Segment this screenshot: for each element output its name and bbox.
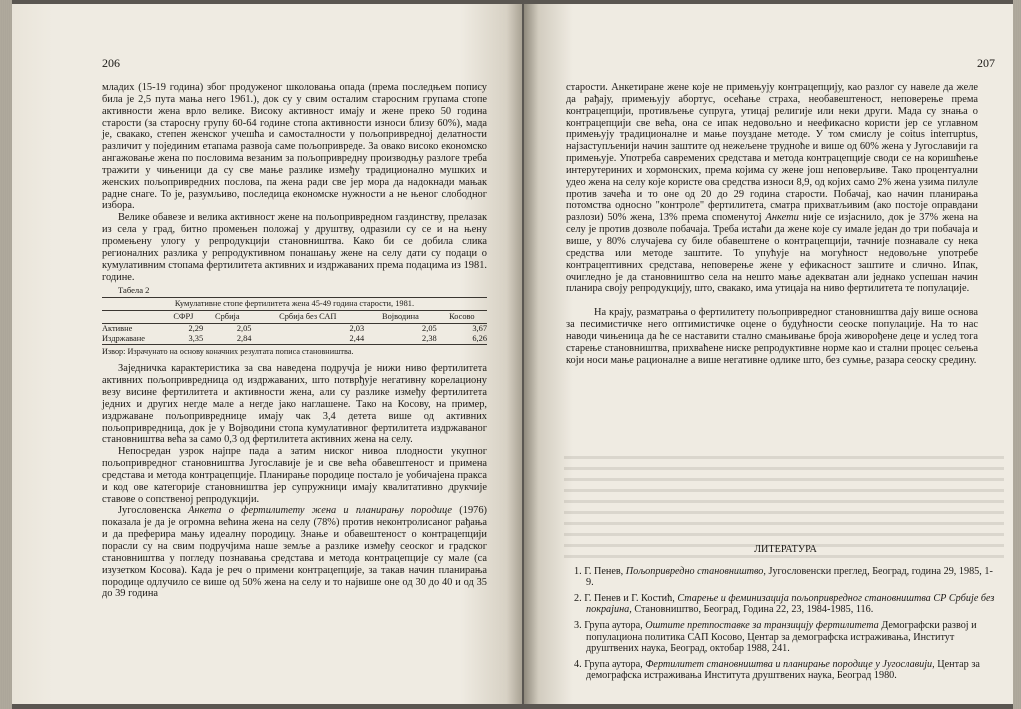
text-run: Становништво, Београд, Година 22, 23, 1984-1985, 116. [631,604,874,616]
table-source-note: Извор: Израчунато на основу коначних резултата пописа становништва. [102,347,354,357]
text-run: 2. Г. Пенев и Г. Костић, [574,592,678,604]
reference-item [574,566,997,589]
paragraph [566,82,978,295]
text-run: 3. Група аутора, [574,619,646,631]
table-cell: Активне [102,324,133,334]
table-header [102,311,164,324]
right-page-body [566,82,978,366]
text-run: старости. Анкетиране жене које не примењују контрацепцију, као разлог су навеле да желе да рађају, примењују абортус, осећање страха, необавештеност, неповерење према контрацепцији, противљење супруга, утицај религије или неки други. Мада су знања о контрацепцији све већа, она се ипак недовољно и неефикасно користи јер се углавном примењују традиционалне и мање поуздане методе. У том смислу је coitus interruptus, најзаступљенији начин заштите од нежељене трудноће и више од 60% жена у Југославији га примењује. Употреба савремених средстава и метода контрацепције своди се на коришћење интерутериних и хормонских, према којима су жене још неповерљиве. Тако процентуални удео жена на селу које користе ова средства износи 8,9, од којих само 2% жена узима пилуле против зачећа и то оне од 20 до 29 година старости. Побачај, као начин планирања потомства односно "контроле" фертилитета, сматра прихватљивим (ако постоје оправдани разлози) 50% жена, 13% према споменутој [566,82,978,224]
table-cell: 2,38 [422,334,437,344]
table-cell: Издржаване [102,334,145,344]
text-run: (1976) показала је да је огромна већина жена на селу (78%) против неконтролисаног рађања и да преферира мању идеалну породицу. Знање и обавештеност о контрацепцији порасли су на свим подручјима наше земље а разлике између сеоског и градског становништва у погледу познавања средстава и метода контрацепције су мале (са изузетком Косова). Када је реч о примени контрацепције, за такав начин планирања породице одлучило се више од 50% жена на селу и то највише оне од 30 до 40 и од 35 до 39 година [102,505,487,600]
survey-title: Анкета о фертилитету жена и планирању породице [188,505,453,517]
table-label: Табела 2 [118,285,150,296]
data-table [102,311,487,345]
reference-item [574,593,997,616]
table-cell: 2,44 [349,334,365,344]
paragraph: младих (15-19 година) због продуженог школовања опада (према последњем попису била је 2,5 пута мања него 1961.), док су у свим осталим старосним групама стопе активности жена врло велике. Високу активност имају и жене преко 50 година старости (за старосну групу 60-64 године стопа активности износи близу 60%), мада је, свакако, степен женског учешћа и самосталности у пољопривредној делатности различит у појединим етапама развоја саме пољопривреде. За овако високо економско ангажовање жена по пословима везаним за пољопривредну производњу разлоге треба тражити у чињеници да су све мање разлике између традиционално мушких и женских пољопривредних послова, па жена ради све јер мора да надокнади мањак радне снаге. То је, разумљиво, последица економске нужности а не њеног слободног избора. [102,82,487,212]
table-cell: 2,84 [236,334,252,344]
page-number-right: 207 [977,56,995,70]
table-header: Србија без САП [279,312,337,322]
table-header: СФРЈ [173,312,194,322]
reference-item [574,659,997,682]
reference-title: Оштите претпоставке за транзицију фертилитета [645,619,879,631]
reference-item [574,620,997,655]
page-stack-right [1013,0,1021,709]
table-caption: Кумулативне стопе фертилитета жена 45-49 година старости, 1981. [102,297,487,311]
right-page [524,4,1013,704]
text-run: Југословенска [118,505,189,517]
table-cell: 2,05 [422,324,437,334]
text-run: Центар за демографска истраживања Института друштвених наука, Београд 1980. [586,658,980,682]
text-run: 1. Г. Пенев, [574,565,626,577]
reference-title: Фертилитет становништва и планирање породице у Југославији, [645,658,935,670]
table-cell: 2,29 [188,324,204,334]
table-header: Војводина [381,312,419,322]
paragraph: Велике обавезе и велика активност жене на пољопривредном газдинству, прелазак из села у град, битно промењен положај у друштву, одразили су се и на њену промењену улогу у репродукцији становништва. Како би се добила слика регионалних разлика у репродуктивном понашању жене на селу дати су подаци о кумулативним стопама фертилитета активних и издржаваних према подацима из 1981. године. [102,212,487,283]
table-cell: 2,03 [349,324,365,334]
table-cell: 3,67 [472,324,487,334]
reference-title: Пољопривредно становништво, [625,565,766,577]
table-row [102,334,487,345]
paragraph: Непосредан узрок најпре пада а затим ниског нивоа плодности укупног пољопривредног становништва Југославије је и све већа обавештеност и примена средстава и метода контрацепције. Планирање породице постало је уобичајена пракса и код ове категорије становништва јер супружници имају квалитативно друкчије ставове о сопственој репродукцији. [102,446,487,505]
fertility-table [102,285,487,357]
text-run: 4. Група аутора, [574,658,646,670]
text-run: Југословенски преглед, Београд, година 29, 1985, 1-9. [586,565,993,589]
paragraph: Заједничка карактеристика за сва наведена подручја је нижи ниво фертилитета активних пољопривредница од издржаваних, што потврђује негативну корелациону везу висине фертилитета и активности жена, али су разлике између фертилитета једних и других негде мале а негде јако наглашене. Тако на Косову, на пример, издржаване пољопривреднице имају чак 3,4 детета више од активних пољопривредница, док је у Војводини стопа кумулативног фертилитета издржаваног становништва већа за само 0,3 од фертилитета активних жена на селу. [102,363,487,446]
table-cell: 3,35 [188,334,204,344]
table-row [102,324,487,335]
table-header: Србија [215,312,240,322]
left-page [12,4,522,704]
reference-title: Старење и феминизација пољопривредног становништва СР Србије без покрајина, [586,592,995,616]
table-cell: 2,05 [236,324,252,334]
text-run: није се изјаснило, док је 37% жена на селу је против дозволе побачаја. Треба истаћи да жене које су имале један до три побачаја и више, у 80% случајева су биле обавештене о контрацепцији, тачније познавале су нека средства или методе заштите. То упућује на могућност недовољне употребе контрацептивних средстава, неповерење жене у ефикасност заштите и слично. Ипак, очигледно је да становништво села на нешто мање адекватан али једнако успешан начин планира своју репродукцију, што, свакако, има утицаја на ниво фертилитета те популације. [566,212,978,295]
table-header: Косово [449,312,475,322]
page-stack-left [0,0,12,709]
references-section [574,544,997,686]
table-cell: 6,26 [472,334,487,344]
survey-title: Анкети [765,212,799,224]
references-title: ЛИТЕРАТУРА [754,544,817,555]
paragraph: На крају, разматрања о фертилитету пољопривредног становништва дају више основа за песимистичке него оптимистичке оцене о будућности сеоске популације. На то нас наводи чињеница да ће се наставити стално смањивање броја живорођене деце и услед тога старење становништва, прихваћене ниске репродуктивне норме као и стални процес сељења који носи мање рационалне а више негативне одлике што, без сумње, разара сеоску средину. [566,307,978,366]
left-page-body [102,82,487,600]
page-number-left: 206 [102,56,120,70]
text-run: Демографски развој и популациона политика САП Косово, Центар за демографска истраживања, Институт друштвених наука, Београд, октобар 1988, 241. [586,619,977,655]
paragraph [102,505,487,600]
